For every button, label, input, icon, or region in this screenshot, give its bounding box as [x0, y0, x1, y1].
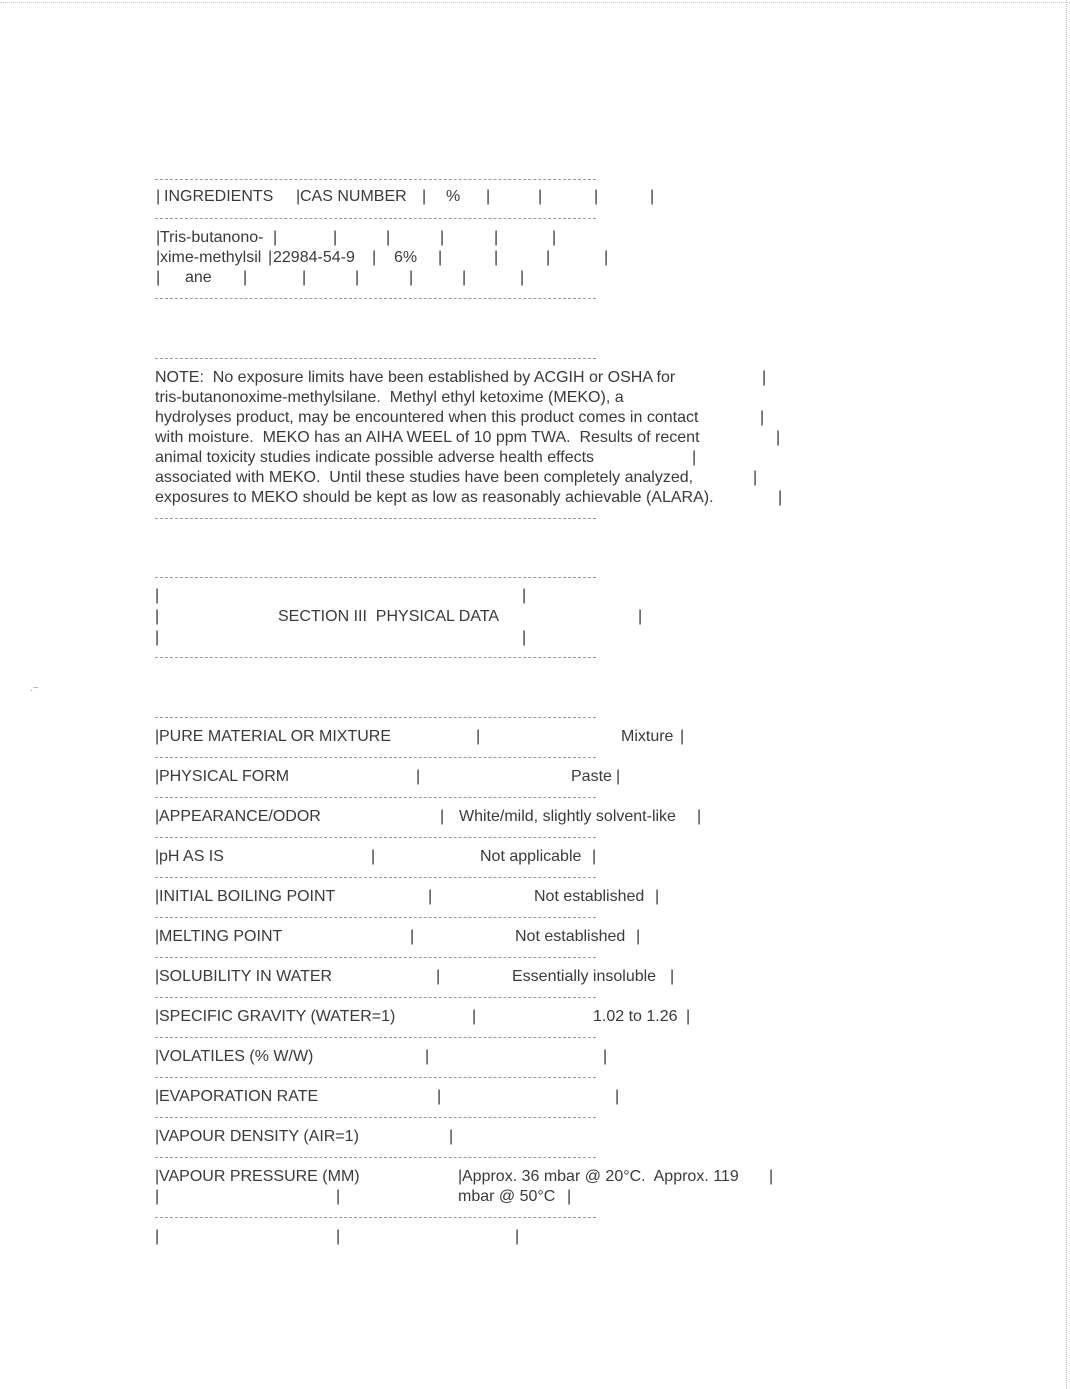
- scan-speck: .~: [30, 683, 39, 694]
- table-border: [155, 298, 596, 299]
- row-pipe: |: [449, 1128, 454, 1145]
- ingredient-name-line: xime-methylsil: [160, 249, 262, 266]
- table-pipe: |: [546, 249, 551, 266]
- row-pipe: |: [155, 1008, 160, 1025]
- property-value: Not established: [534, 888, 645, 905]
- note-line: hydrolyses product, may be encountered when this product comes in contact: [155, 409, 699, 426]
- table-pipe: |: [604, 249, 609, 266]
- row-pipe: |: [636, 928, 641, 945]
- table-pipe: |: [355, 269, 360, 286]
- row-pipe: |: [155, 768, 160, 785]
- row-pipe: |: [155, 968, 160, 985]
- table-pipe: |: [440, 229, 445, 246]
- table-pipe: |: [486, 188, 491, 205]
- note-line: animal toxicity studies indicate possible adverse health effects: [155, 449, 595, 466]
- table-pipe: |: [520, 269, 525, 286]
- property-label: SPECIFIC GRAVITY (WATER=1): [159, 1008, 396, 1025]
- section-pipe: |: [522, 587, 527, 604]
- note-pipe: |: [753, 469, 758, 486]
- row-pipe: |: [155, 928, 160, 945]
- row-pipe: |: [155, 1128, 160, 1145]
- property-value-continued: mbar @ 50°C: [458, 1188, 556, 1205]
- row-pipe: |: [567, 1188, 572, 1205]
- note-line: with moisture. MEKO has an AIHA WEEL of 10 ppm TWA. Results of recent: [155, 429, 700, 446]
- row-pipe: |: [155, 1168, 160, 1185]
- property-label: SOLUBILITY IN WATER: [159, 968, 333, 985]
- scan-right-edge: [1066, 0, 1067, 1389]
- row-pipe: |: [155, 848, 160, 865]
- row-pipe: |: [697, 808, 702, 825]
- row-pipe: |: [458, 1168, 463, 1185]
- property-label: INITIAL BOILING POINT: [159, 888, 336, 905]
- section-pipe: |: [638, 608, 643, 625]
- note-line: associated with MEKO. Until these studies have been completely analyzed,: [155, 469, 694, 486]
- row-border: [155, 717, 596, 718]
- row-pipe: |: [515, 1228, 520, 1245]
- row-pipe: |: [155, 728, 160, 745]
- property-label: EVAPORATION RATE: [159, 1088, 319, 1105]
- section-pipe: |: [155, 608, 160, 625]
- row-pipe: |: [155, 1088, 160, 1105]
- row-pipe: |: [155, 1228, 160, 1245]
- ingredient-percent: 6%: [394, 249, 418, 266]
- table-pipe: |: [462, 269, 467, 286]
- table-pipe: |: [409, 269, 414, 286]
- section-border: [155, 657, 596, 658]
- row-pipe: |: [680, 728, 685, 745]
- header-cas-number: CAS NUMBER: [300, 188, 407, 205]
- row-pipe: |: [371, 848, 376, 865]
- section-border: [155, 577, 596, 578]
- property-value: Essentially insoluble: [512, 968, 657, 985]
- row-pipe: |: [440, 808, 445, 825]
- row-pipe: |: [436, 968, 441, 985]
- section-pipe: |: [522, 629, 527, 646]
- property-label: MELTING POINT: [159, 928, 283, 945]
- table-pipe: |: [268, 249, 273, 266]
- property-label: PHYSICAL FORM: [159, 768, 290, 785]
- table-pipe: |: [156, 229, 161, 246]
- row-pipe: |: [416, 768, 421, 785]
- property-value: 1.02 to 1.26: [593, 1008, 678, 1025]
- row-pipe: |: [615, 1088, 620, 1105]
- table-border: [155, 218, 596, 219]
- property-label: VAPOUR DENSITY (AIR=1): [159, 1128, 359, 1145]
- note-pipe: |: [760, 409, 765, 426]
- row-pipe: |: [425, 1048, 430, 1065]
- ingredient-name-line: ane: [185, 269, 212, 286]
- table-pipe: |: [494, 229, 499, 246]
- note-pipe: |: [778, 489, 783, 506]
- table-pipe: |: [438, 249, 443, 266]
- row-pipe: |: [603, 1048, 608, 1065]
- note-pipe: |: [762, 369, 767, 386]
- row-border: [155, 1077, 596, 1078]
- row-pipe: |: [428, 888, 433, 905]
- row-pipe: |: [670, 968, 675, 985]
- row-pipe: |: [336, 1188, 341, 1205]
- property-label: pH AS IS: [159, 848, 224, 865]
- row-border: [155, 1157, 596, 1158]
- table-pipe: |: [422, 188, 427, 205]
- table-pipe: |: [273, 229, 278, 246]
- row-pipe: |: [769, 1168, 774, 1185]
- property-value: Approx. 36 mbar @ 20°C. Approx. 119: [462, 1168, 739, 1185]
- row-pipe: |: [472, 1008, 477, 1025]
- table-pipe: |: [594, 188, 599, 205]
- table-pipe: |: [552, 229, 557, 246]
- row-border: [155, 917, 596, 918]
- note-pipe: |: [776, 429, 781, 446]
- property-label: VAPOUR PRESSURE (MM): [159, 1168, 360, 1185]
- table-pipe: |: [156, 188, 161, 205]
- table-pipe: |: [302, 269, 307, 286]
- note-border: [155, 358, 596, 359]
- header-ingredients: INGREDIENTS: [164, 188, 274, 205]
- table-pipe: |: [386, 229, 391, 246]
- section-pipe: |: [155, 629, 160, 646]
- row-pipe: |: [686, 1008, 691, 1025]
- table-pipe: |: [650, 188, 655, 205]
- row-pipe: |: [155, 808, 160, 825]
- table-border: [155, 179, 596, 180]
- table-pipe: |: [372, 249, 377, 266]
- property-value: White/mild, slightly solvent-like: [459, 808, 676, 825]
- row-border: [155, 997, 596, 998]
- row-pipe: |: [437, 1088, 442, 1105]
- row-pipe: |: [476, 728, 481, 745]
- note-line: tris-butanonoxime-methylsilane. Methyl ethyl ketoxime (MEKO), a: [155, 389, 624, 406]
- row-border: [155, 797, 596, 798]
- row-pipe: |: [155, 888, 160, 905]
- row-pipe: |: [410, 928, 415, 945]
- row-border: [155, 877, 596, 878]
- row-border: [155, 1117, 596, 1118]
- row-pipe: |: [155, 1188, 160, 1205]
- section-pipe: |: [155, 587, 160, 604]
- row-pipe: |: [336, 1228, 341, 1245]
- table-pipe: |: [538, 188, 543, 205]
- ingredient-cas-number: 22984-54-9: [273, 249, 355, 266]
- property-value: Not applicable: [480, 848, 582, 865]
- table-pipe: |: [243, 269, 248, 286]
- note-line: exposures to MEKO should be kept as low as reasonably achievable (ALARA).: [155, 489, 714, 506]
- property-label: APPEARANCE/ODOR: [159, 808, 321, 825]
- table-pipe: |: [156, 269, 161, 286]
- row-border: [155, 757, 596, 758]
- property-label: PURE MATERIAL OR MIXTURE: [159, 728, 392, 745]
- note-line: NOTE: No exposure limits have been established by ACGIH or OSHA for: [155, 369, 676, 386]
- row-pipe: |: [616, 768, 621, 785]
- row-pipe: |: [592, 848, 597, 865]
- scan-top-edge: [0, 2, 1070, 3]
- row-border: [155, 1217, 596, 1218]
- property-value: Not established: [515, 928, 626, 945]
- ingredient-name-line: Tris-butanono-: [160, 229, 264, 246]
- note-pipe: |: [692, 449, 697, 466]
- header-percent: %: [446, 188, 461, 205]
- row-border: [155, 1037, 596, 1038]
- table-pipe: |: [296, 188, 301, 205]
- row-pipe: |: [155, 1048, 160, 1065]
- row-pipe: |: [655, 888, 660, 905]
- table-pipe: |: [333, 229, 338, 246]
- note-border: [155, 518, 596, 519]
- row-border: [155, 837, 596, 838]
- property-value: Mixture: [621, 728, 674, 745]
- row-border: [155, 957, 596, 958]
- property-label: VOLATILES (% W/W): [159, 1048, 314, 1065]
- table-pipe: |: [156, 249, 161, 266]
- section-title: SECTION III PHYSICAL DATA: [278, 608, 500, 625]
- table-pipe: |: [494, 249, 499, 266]
- property-value: Paste: [571, 768, 612, 785]
